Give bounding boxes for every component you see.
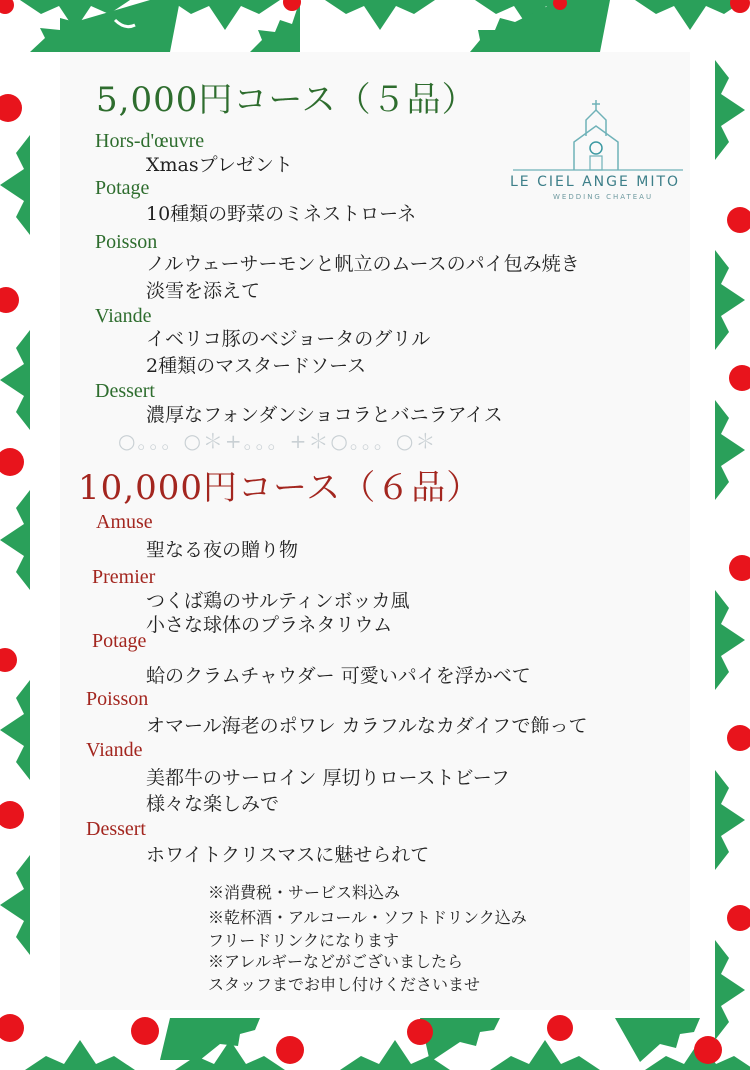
- holly-top: [0, 0, 750, 52]
- course1-dish: 10種類の野菜のミネストローネ: [146, 203, 417, 225]
- venue-logo: [508, 96, 688, 206]
- course1-dish: ノルウェーサーモンと帆立のムースのパイ包み焼き: [146, 253, 580, 275]
- course2-category: Poisson: [86, 688, 149, 710]
- note-line: ※乾杯酒・アルコール・ソフトドリンク込み: [208, 908, 527, 927]
- logo-subtitle: WEDDING CHATEAU: [553, 193, 654, 201]
- holly-bottom: [0, 1014, 750, 1070]
- course1-dish: 淡雪を添えて: [146, 280, 261, 302]
- course1-dish: 2種類のマスタードソース: [146, 355, 367, 377]
- course2-dish: オマール海老のポワレ カラフルなカダイフで飾って: [146, 715, 588, 737]
- chapel-icon: [508, 96, 688, 174]
- course2-dish: 蛤のクラムチャウダー 可愛いパイを浮かべて: [146, 665, 531, 687]
- note-line: スタッフまでお申し付けくださいませ: [208, 975, 481, 994]
- course1-dish: イベリコ豚のベジョータのグリル: [146, 328, 431, 350]
- course2-dish: 美都牛のサーロイン 厚切りローストビーフ: [146, 767, 510, 789]
- course1-title: 5,000円コース（５品）: [96, 80, 477, 120]
- decorative-divider: ○。。。○＊+。。。+＊○。。。○＊: [118, 429, 438, 453]
- course1-category: Dessert: [95, 380, 155, 402]
- logo-name: LE CIEL ANGE MITO: [510, 174, 681, 190]
- course1-category: Viande: [95, 305, 152, 327]
- course2-dish: 小さな球体のプラネタリウム: [146, 614, 393, 636]
- note-line: ※アレルギーなどがございましたら: [208, 952, 463, 971]
- course1-dish: Xmasプレゼント: [146, 154, 293, 176]
- course2-category: Potage: [92, 630, 147, 652]
- note-line: ※消費税・サービス料込み: [208, 883, 401, 902]
- holly-right: [715, 60, 750, 1040]
- course1-category: Hors-d'œuvre: [95, 130, 205, 152]
- course2-category: Premier: [92, 566, 156, 588]
- note-line: フリードリンクになります: [208, 931, 400, 950]
- course1-category: Potage: [95, 177, 150, 199]
- course2-category: Amuse: [96, 511, 153, 533]
- course2-category: Dessert: [86, 818, 146, 840]
- course2-dish: つくば鶏のサルティンボッカ風: [146, 590, 410, 612]
- course2-title: 10,000円コース（６品）: [78, 468, 482, 508]
- course1-dish: 濃厚なフォンダンショコラとバニラアイス: [146, 404, 503, 426]
- course2-dish: 聖なる夜の贈り物: [146, 539, 299, 561]
- course2-dish: 様々な楽しみで: [146, 793, 280, 815]
- course2-dish: ホワイトクリスマスに魅せられて: [146, 844, 430, 866]
- course2-category: Viande: [86, 739, 143, 761]
- course1-category: Poisson: [95, 231, 158, 253]
- holly-left: [0, 94, 30, 955]
